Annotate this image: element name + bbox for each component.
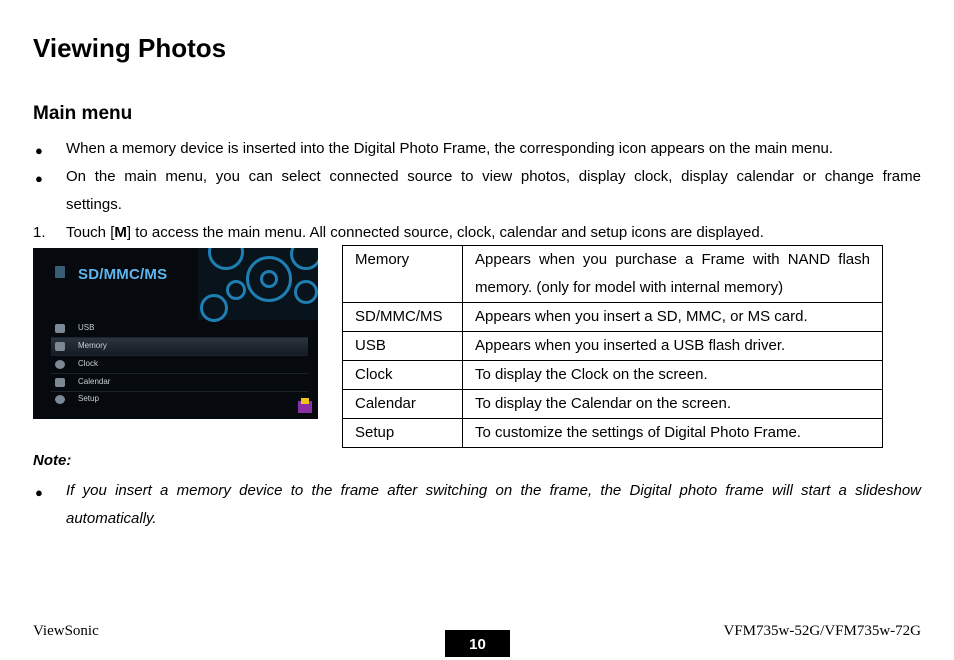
bullet-text: When a memory device is inserted into the Digital Photo Frame, the corresponding icon appears on the main menu.: [66, 140, 834, 157]
memory-icon: [55, 342, 65, 351]
section-title: Main menu: [33, 103, 133, 124]
table-cell-desc: Appears when you insert a SD, MMC, or MS card.: [463, 303, 883, 332]
note-text: If you insert a memory device to the frame after switching on the frame, the Digital photo frame will start a slideshow: [66, 482, 921, 499]
table-row: [343, 246, 883, 303]
menu-row-clock: Clock: [51, 356, 308, 374]
bullet-icon: ●: [35, 171, 43, 186]
memory-card-icon: [55, 266, 65, 278]
table-cell-desc: Appears when you purchase a Frame with NAND flash memory. (only for model with internal memory): [463, 246, 883, 303]
table-cell-name: Calendar: [343, 390, 463, 419]
table-cell-name: Clock: [343, 361, 463, 390]
usb-icon: [55, 324, 65, 333]
key-label: M: [114, 224, 127, 241]
menu-row-usb: USB: [51, 320, 308, 338]
table-row: [343, 361, 883, 390]
table-cell-name: Memory: [343, 246, 463, 303]
table-row: [343, 419, 883, 448]
table-cell-name: Setup: [343, 419, 463, 448]
table-cell-name: USB: [343, 332, 463, 361]
bullet-icon: ●: [35, 143, 43, 158]
step-number: 1.: [33, 224, 46, 241]
note-label: Note:: [33, 452, 72, 469]
table-cell-desc: To display the Calendar on the screen.: [463, 390, 883, 419]
gear-icon: [55, 395, 65, 404]
screenshot-title: SD/MMC/MS: [78, 266, 168, 283]
menu-icon-table: [342, 245, 883, 448]
note-text-continued: automatically.: [66, 510, 157, 527]
menu-row-setup: Setup: [51, 391, 308, 408]
bullet-text: On the main menu, you can select connected source to view photos, display clock, display calendar or change frame: [66, 168, 921, 185]
footer-model: VFM735w-52G/VFM735w-72G: [723, 623, 921, 639]
calendar-icon: [55, 378, 65, 387]
footer-brand: ViewSonic: [33, 623, 99, 639]
table-cell-desc: To display the Clock on the screen.: [463, 361, 883, 390]
bullet-text-continued: settings.: [66, 196, 122, 213]
table-cell-desc: Appears when you inserted a USB flash driver.: [463, 332, 883, 361]
main-menu-screenshot: [33, 248, 318, 419]
page-title: Viewing Photos: [33, 33, 227, 63]
table-row: [343, 332, 883, 361]
menu-row-memory: Memory: [51, 338, 308, 356]
menu-row-calendar: Calendar: [51, 374, 308, 392]
page-number: 10: [445, 630, 510, 657]
table-row: [343, 390, 883, 419]
bullet-icon: ●: [35, 485, 43, 500]
table-cell-desc: To customize the settings of Digital Photo Frame.: [463, 419, 883, 448]
step-text: Touch [M] to access the main menu. All connected source, clock, calendar and setup icons are displayed.: [66, 224, 764, 241]
clock-icon: [55, 360, 65, 369]
table-cell-name: SD/MMC/MS: [343, 303, 463, 332]
viewsonic-logo-accent: [301, 398, 309, 404]
table-row: [343, 303, 883, 332]
decorative-banner: [198, 248, 318, 320]
